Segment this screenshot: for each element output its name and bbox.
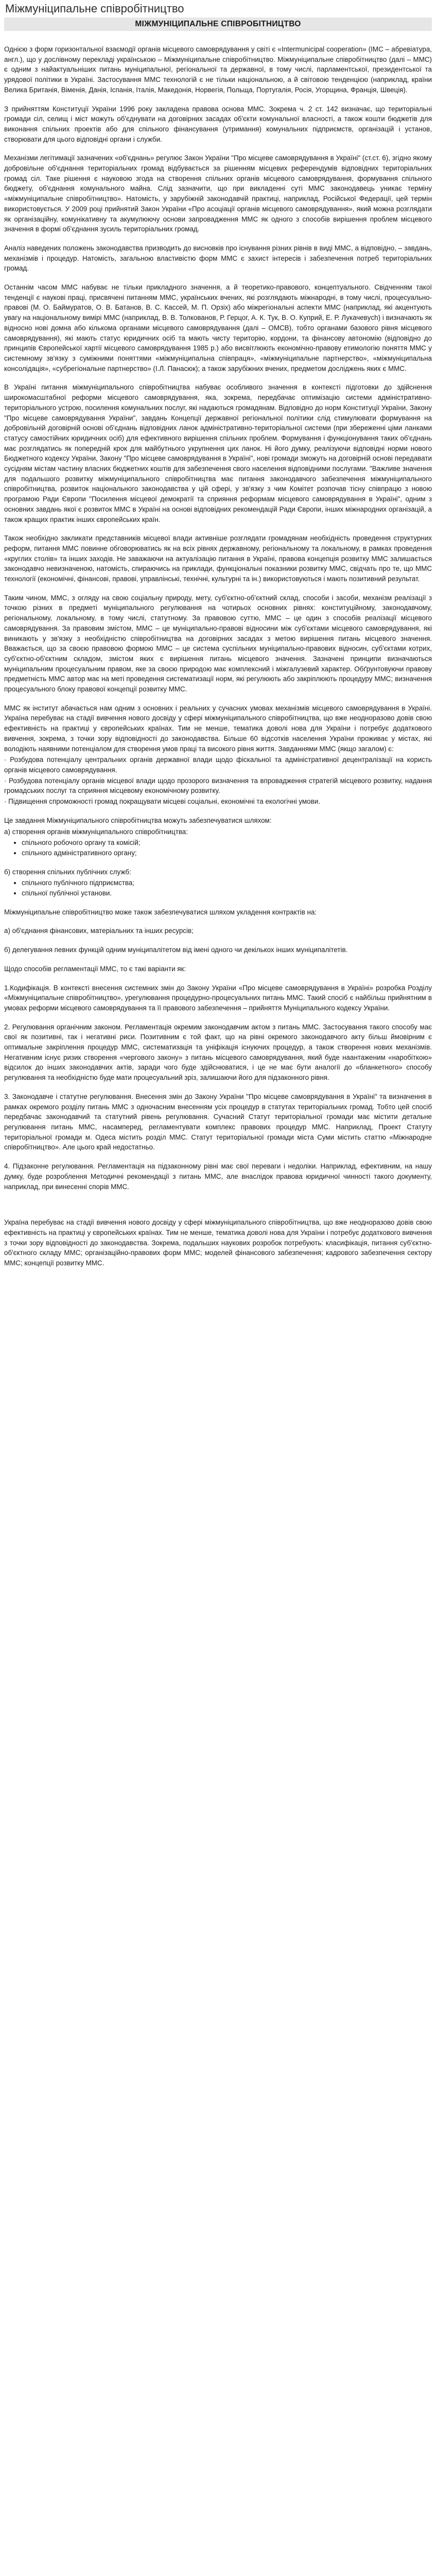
paragraph: Механізми легітимації зазначених «об'єднань» регулює Закон України "Про місцеве самоврядування в Україні" (ст.ст. 6), згідно якому добровільне об'єднання територіальних громад відбувається за рішенням місцевих референдумів відповідних територіальних громад сіл. Таке рішення є науковою згода на створення спільних органів місцевого самоврядування, формування спільного бюджету, об'єднання комунального майна. Слід зазначити, що при викладенні суті ММС законодавець уникає терміну «міжмуніципальне співробітництво». Натомість, у зарубіжній законодавчій практиці, наприклад, Російської Федерації, цей термін використовується. У 2009 році прийнятий Закон України «Про асоціації органів місцевого самоврядування», який можна розглядати як організаційну, комунікативну та акумулюючу основи запровадження ММС як одного з способів вирішення проблем місцевого значення в формі об'єднання зусиль територіальних громад.	[4, 154, 432, 233]
paragraph: Таким чином, ММС, з огляду на свою соціальну природу, мету, суб'єктно-об'єктний склад, способи і засоби, механізм реалізації з точкою різних в предметі муніципального регулювання на чотирьох основних рівнях: конституційному, законодавчому, регіональному, локальному, в тому числі, статутному. За правовою суттю, ММС – це один з способів реалізації місцевого самоврядування. За правовим змістом, ММС – це муніципально-правові відносини між суб'єктами місцевого самоврядування, які виникають у зв'язку з необхідністю співробітництва на договірних засадах з метою вирішення питань місцевого значення. Вважається, що за своєю правовою формою ММС – це система суспільних муніципально-правових відносин, суб'єктами котрих, суб'єктно-об'єктним складом, змістом яких є вирішення питань місцевого значення. Зазначені принципи визначаються муніципальним процесуальним правом, яке за своєю природою має комплексний і міжгалузевий характер. Обґрунтовуючи правову предметність ММС автор має на меті проведення систематизації норм, які регулюють або закріплюють процедуру ММС; визначення процесуального блоку правової концепції розвитку ММС.	[4, 594, 432, 693]
paragraph: Однією з форм горизонтальної взаємодії органів місцевого самоврядування у світі є «Intermunicipal cooperation» (IMC – абревіатура, англ.), що у дослівному перекладі українською – Міжмуніципальне співробітництво. Міжмуніципальне співробітництво (далі – ММС) є одним з найактуальніших питань муніципальної, регіональної та державної, в тому числі, парламентської, президентської та урядової політики в Україні. Застосування ММС технологій є не тільки національною, а й світовою тенденцією (наприклад, країни Велика Британія, Віменія, Данія, Іспанія, Італія, Македонія, Норвегія, Польща, Португалія, Росія, Угорщина, Франція, Швеція).	[4, 45, 432, 94]
paragraph: 3. Законодавче і статутне регулювання. Внесення змін до Закону України "Про місцеве самоврядування в Україні" та визначення в рамках окремого розділу питань ММС з одночасним внесенням усіх процедур в статутах територіальних громад. Тобто цей спосіб передбачає законодавчий та статутний рівень регулювання. Сучасний Статут територіальної громади має містити детальне регулювання питань ММС, насамперед, регламентувати комплекс правових процедур ММС. Наприклад, Проект Статуту територіальної громади м. Одеса містить розділ ММС. Статут територіальної громади міста Суми містить статтю «Міжнародне співробітництво». Але цього край недостатньо.	[4, 1092, 432, 1151]
list-heading: а) створення органів міжмуніципального співробітництва:	[4, 827, 188, 836]
document-page	[4, 0, 432, 1287]
paragraph: Це завдання Міжмуніципального співробітництва можуть забезпечуватися шляхом:	[4, 816, 272, 824]
paragraph: 1.Кодифікація. В контексті внесення системних змін до Закону України «Про місцеве самоврядування в Україні» розробка Розділу «Міжмуніципальне співробітництво», урегулювання процедурно-процесуальних питань ММС. Такий спосіб є найбільш прийнятним в умовах реформи місцевого самоврядування та її правового забезпечення – прийняття Муніципального кодексу України.	[4, 984, 432, 1012]
bullet-list	[4, 838, 432, 858]
paragraph: Також необхідно закликати представників місцевої влади активніше розглядати громадянам необхідність проведення структурних реформ, питання ММС повинне обговорюватись як на всіх рівнях державному, регіональному та локальному, в рамках проведення «круглих столів» та інших заходів. Не заважаючи на актуалізацію питання в Україні, правова концепція розвитку ММС залишається законодавчо невизначеною, натомість, спираючись на приклади, функціональні показники розвитку ММС, свідчать про те, що ММС технології (економічні, фінансові, правові, управлінські, технічні, культурні та ін.) використовуються і мають позитивний результат.	[4, 534, 432, 583]
list-item: • спільного робочого органу та комісій;	[22, 838, 432, 848]
document-title: МІЖМУНІЦИПАЛЬНЕ СПІВРОБІТНИЦТВО	[4, 18, 432, 31]
bullet-list	[4, 878, 432, 898]
paragraph: а) об'єднання фінансових, матеріальних та інших ресурсів;	[4, 927, 194, 935]
paragraph: Щодо способів регламентації ММС, то є такі варіанти як:	[4, 964, 186, 973]
paragraph: З прийняттям Конституції України 1996 року закладена правова основа ММС. Зокрема ч. 2 ст. 142 визначає, що територіальні громади сіл, селищ і міст можуть об'єднувати на договірних засадах об'єкти комунальної власності, а також кошти бюджетів для виконання спільних проектів або для спільного фінансування (утримання) комунальних підприємств, організацій і установ, створювати для цього відповідні органи і служби.	[4, 105, 432, 143]
list-item: • спільної публічної установи.	[22, 888, 432, 899]
list-item: • спільного публічного підприємства;	[22, 878, 432, 888]
page-heading: Міжмуніципальне співробітництво	[5, 2, 184, 15]
paragraph: В Україні питання міжмуніципального співробітництва набуває особливого значення в контексті підготовки до здійснення широкомасштабної реформи місцевого самоврядування, яка, зокрема, передбачає оптимізацію системи адміністративно-територіального устрою, посилення комунальних послуг, які надаються громадянам. Відповідно до норм Конституції України, Закону "Про місцеве самоврядування України", завдань Концепції державної регіональної політики слід стимулювати формування на добровільній договірній основі об'єднань відповідних ланок адміністративно-територіальної системи (при збереженні ціми ланками статусу самостійних юридичних осіб) для ефективного вирішення спільних проблем. Формування і функціонування таких об'єднань має розглядатись як попередній крок для майбутнього укрупнення цих ланок. Ні його думку, реалізуючи відповідні норми нового Бюджетного кодексу України, Закону "Про місцеве самоврядування в Україні", нові громади зможуть на договірній основі передавати сусідням містам частину власних бюджетних коштів для забезпечення свого населення відповідними послугами. "Важливе значення для подальшого розвитку міжмуніципального співробітництва має питання законодавчого забезпечення міжмуніципального співробітництва, розвиток національного законодавства у цій сфері, у зв'язку з чим Комітет розпочав тісну співпрацю з новою програмою Ради Європи "Посилення місцевої демократії та сприяння реформам місцевого самоврядування в Україні", одним з основних завдань якої є розвиток ММС в Україні на основі відповідних рекомендацій Ради Європи, інших міжнародних організацій, а також кращих практик інших європейських країн.	[4, 383, 432, 523]
list-heading: б) створення спільних публічних служб:	[4, 868, 131, 876]
paragraph: Міжмуніципальне співробітництво може також забезпечуватися шляхом укладення контрактів на:	[4, 908, 317, 916]
paragraph: Аналіз наведених положень законодавства призводить до висновків про існування різних рівнів в виді ММС, а відповідно, – завдань, механізмів і процедур. Натомість, загальною властивістю форм ММС є захист інтересів і забезпечення потреб територіальних громад.	[4, 244, 432, 273]
paragraph: 2. Регулювання органічним законом. Регламентація окремим законодавчим актом з питань ММС. Застосування такого способу має свої як позитивні, так і негативні риси. Позитивним є той факт, що на рівні окремого законодавчого акту більш ймовірним є оптимальне закріплення процедур ММС, систематизація та уніфікація існуючих процедур, а також створення нових механізмів. Негативним існує ризик створення «чергового закону» з питань місцевого самоврядування, який буде наантаженим «наробіткою» відсилок до інших законодавчих актів, заради чого буде здійснюватися, і це не має бути аналогії до «бланкетного» способу регулювання та необхідністю буде мати процесуальний зріз, залишаючи його для підзаконного рівня.	[4, 1023, 432, 1082]
paragraph: б) делегування певних функцій одним муніципалітетом від імені одного чи декількох інших муніципалітетів.	[4, 946, 348, 954]
goal-item: · Розбудова потенціалу органів місцевої влади щодо прозорого визначення та впровадження стратегій місцевого розвитку, надання громадських послуг та сприяння місцевому економічному розвитку.	[4, 776, 432, 795]
paragraph: Україна перебуває на стадії вивчення нового досвіду у сфері міжмуніципального співробітництва, що вже неодноразово довів свою ефективність на практиці у європейських країнах. Тим не менше, тематика доволі нова для України і потребує додаткового вивчення з точки зору відповідності до законодавства. Зокрема, подальших наукових розробок потребують: класифікація, питання суб'єктно-об'єктного складу ММС; організаційно-правових форм ММС; моделей фінансового забезпечення; кадрового забезпечення сектору ММС; концепції розвитку ММС.	[4, 1218, 432, 1267]
paragraph: Останнім часом ММС набуває не тільки прикладного значення, а й теоретико-правового, концептуального. Свідченням такої тенденції є наукові праці, присвячені питанням ММС, українських вчених, які розглядають міжнародні, в тому числі, процесуально-правові (М. О. Баймуратов, О. В. Батанов, В. С. Кассей, М. П. Орзіх) або міжрегіональні аспекти ММС (наприклад, які акцентують увагу на національному вимірі ММС (наприклад, В. В. Толкованов, Р. Герцог, А. К. Тук, В. О. Куприй, Е. Р. Лукачевych) і визначають як відносно нові домна або кількома органами місцевого самоврядування (далі – ОМСВ), тобто органами базового рівня місцевого самоврядування), які мають статус юридичних осіб та мають чисту територію, кордони, та фінансову автономію (відповідно до принципів Європейської хартії місцевого самоврядування 1985 р.) або висвітлюють економічно-правову етимологію поняття ММС у системному зв'язку з суміжними поняттями «міжмуніципальна співпраця», «міжмуніципальне партнерство», «міжмуніципальна консолідація», «субрегіональне партнерство» (І.Л. Панасюк); а також зарубіжних вчених, предметом досліджень яких є ММС.	[4, 283, 432, 372]
goal-item: · Підвищення спроможності громад покращувати місцеві соціальні, економічні та екологічні умови.	[4, 798, 320, 806]
goal-item: · Розбудова потенціалу центральних органів державної влади щодо фіскальної та адміністративної децентралізації на користь органів місцевого самоврядування.	[4, 756, 432, 774]
paragraph: 4. Підзаконне регулювання. Регламентація на підзаконному рівні має свої переваги і недоліки. Наприклад, ефективним, на нашу думку, буде розроблення Методичні рекомендації з питань ММС, але внаслідок правова юридичної чинності такого документу, наприклад, при винесенні спорів ММС.	[4, 1162, 432, 1191]
paragraph: ММС як інститут абачається нам одним з основних і реальних у сучасних умовах механізмів місцевого самоврядування в Україні. Україна перебуває на стадії вивчення нового досвіду у сфері міжмуніципального співробітництва, що вже неодноразово довів свою ефективність на практиці у європейських країнах. Тим не менше, тематика доволі нова для України і потребує додаткового вивчення, зокрема, з точки зору відповідності до законодавства. Більше 60 відсотків населення України проживає у містах, які володіють наявними потенціалом для створення умов праці та високого рівня життя. Завданнями ММС (якщо загалом) є:	[4, 704, 432, 753]
list-item: • спільного адміністративного органу;	[22, 848, 432, 858]
